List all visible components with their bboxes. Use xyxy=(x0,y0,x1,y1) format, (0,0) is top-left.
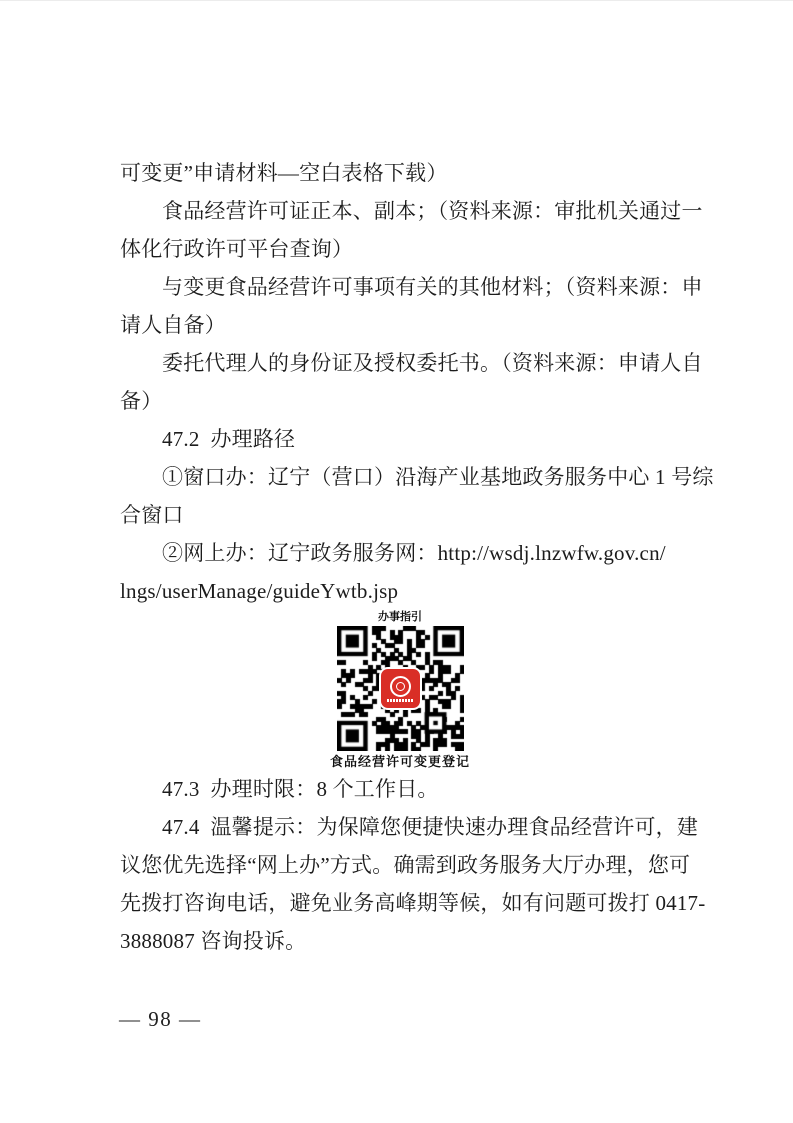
seal-ring-icon xyxy=(390,676,411,697)
qr-bottom-label: 食品经营许可变更登记 xyxy=(329,754,470,769)
text-line: 与变更食品经营许可事项有关的其他材料；（资料来源：申 xyxy=(162,275,703,299)
qr-code xyxy=(337,626,464,751)
text-line: 请人自备） xyxy=(120,313,226,337)
text-line: 先拨打咨询电话，避免业务高峰期等候，如有问题可拨打 0417- xyxy=(120,891,706,915)
text-line: 3888087 咨询投诉。 xyxy=(120,929,307,953)
text-line: 47.4 温馨提示：为保障您便捷快速办理食品经营许可，建 xyxy=(162,815,699,839)
qr-center-logo-seal-icon xyxy=(381,669,420,708)
qr-section xyxy=(120,610,680,770)
seal-caption-strip xyxy=(387,699,414,702)
text-line: 备） xyxy=(120,389,163,413)
paragraph-lines-before-qr xyxy=(120,154,714,610)
text-line: 47.2 办理路径 xyxy=(162,427,296,451)
text-line: 可变更”申请材料—空白表格下载） xyxy=(120,161,448,185)
text-line: 47.3 办理时限：8 个工作日。 xyxy=(162,777,439,801)
text-line: 合窗口 xyxy=(120,503,184,527)
document-body xyxy=(120,154,714,960)
text-line: 体化行政许可平台查询） xyxy=(120,237,354,261)
paragraph-lines-after-qr xyxy=(120,770,706,960)
text-line: 议您优先选择“网上办”方式。确需到政务服务大厅办理，您可 xyxy=(120,853,691,877)
qr-top-label: 办事指引 xyxy=(378,611,422,623)
seal-core-icon xyxy=(396,682,405,691)
text-line: lngs/userManage/guideYwtb.jsp xyxy=(120,579,399,603)
text-line: 食品经营许可证正本、副本；（资料来源：审批机关通过一 xyxy=(162,199,703,223)
page-number: — 98 — xyxy=(119,1007,202,1031)
text-line: ①窗口办：辽宁（营口）沿海产业基地政务服务中心 1 号综 xyxy=(162,465,714,489)
text-line: ②网上办：辽宁政务服务网：http://wsdj.lnzwfw.gov.cn/ xyxy=(162,541,666,565)
text-line: 委托代理人的身份证及授权委托书。（资料来源：申请人自 xyxy=(162,351,703,375)
